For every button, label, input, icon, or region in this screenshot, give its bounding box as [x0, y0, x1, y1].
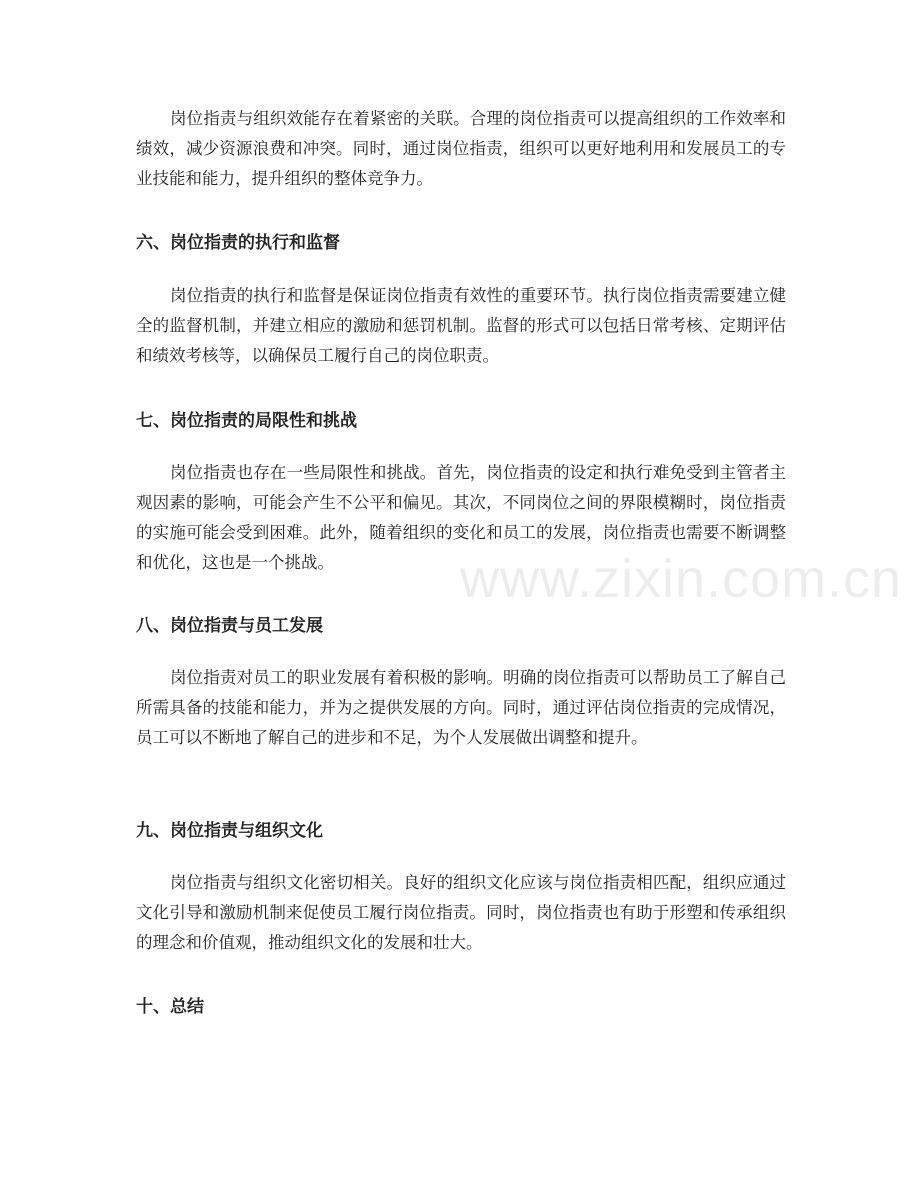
paragraph-section-9: 岗位指责与组织文化密切相关。良好的组织文化应该与岗位指责相匹配，组织应通过文化引导和激励机制来促使员工履行岗位指责。同时，岗位指责也有助于形塑和传承组织的理念和价值观，推动组织文化的发展和壮大。 — [136, 873, 786, 952]
watermark: www.zixin.com.cn — [460, 549, 903, 609]
section-heading-6: 六、岗位指责的执行和监督 — [136, 233, 340, 253]
section-heading-8: 八、岗位指责与员工发展 — [136, 616, 323, 636]
paragraph-intro: 岗位指责与组织效能存在着紧密的关联。合理的岗位指责可以提高组织的工作效率和绩效，减少资源浪费和冲突。同时，通过岗位指责，组织可以更好地利用和发展员工的专业技能和能力，提升组织的整体竞争力。 — [136, 109, 786, 188]
section-heading-9: 九、岗位指责与组织文化 — [136, 821, 323, 841]
paragraph-section-8: 岗位指责对员工的职业发展有着积极的影响。明确的岗位指责可以帮助员工了解自己所需具备的技能和能力，并为之提供发展的方向。同时，通过评估岗位指责的完成情况，员工可以不断地了解自己的进步和不足，为个人发展做出调整和提升。 — [136, 668, 786, 747]
paragraph-section-6: 岗位指责的执行和监督是保证岗位指责有效性的重要环节。执行岗位指责需要建立健全的监督机制，并建立相应的激励和惩罚机制。监督的形式可以包括日常考核、定期评估和绩效考核等，以确保员工履行自己的岗位职责。 — [136, 286, 786, 365]
section-heading-10: 十、总结 — [136, 997, 204, 1017]
paragraph-section-7: 岗位指责也存在一些局限性和挑战。首先，岗位指责的设定和执行难免受到主管者主观因素的影响，可能会产生不公平和偏见。其次，不同岗位之间的界限模糊时，岗位指责的实施可能会受到困难。此外，随着组织的变化和员工的发展，岗位指责也需要不断调整和优化，这也是一个挑战。 — [136, 463, 786, 572]
section-heading-7: 七、岗位指责的局限性和挑战 — [136, 411, 357, 431]
